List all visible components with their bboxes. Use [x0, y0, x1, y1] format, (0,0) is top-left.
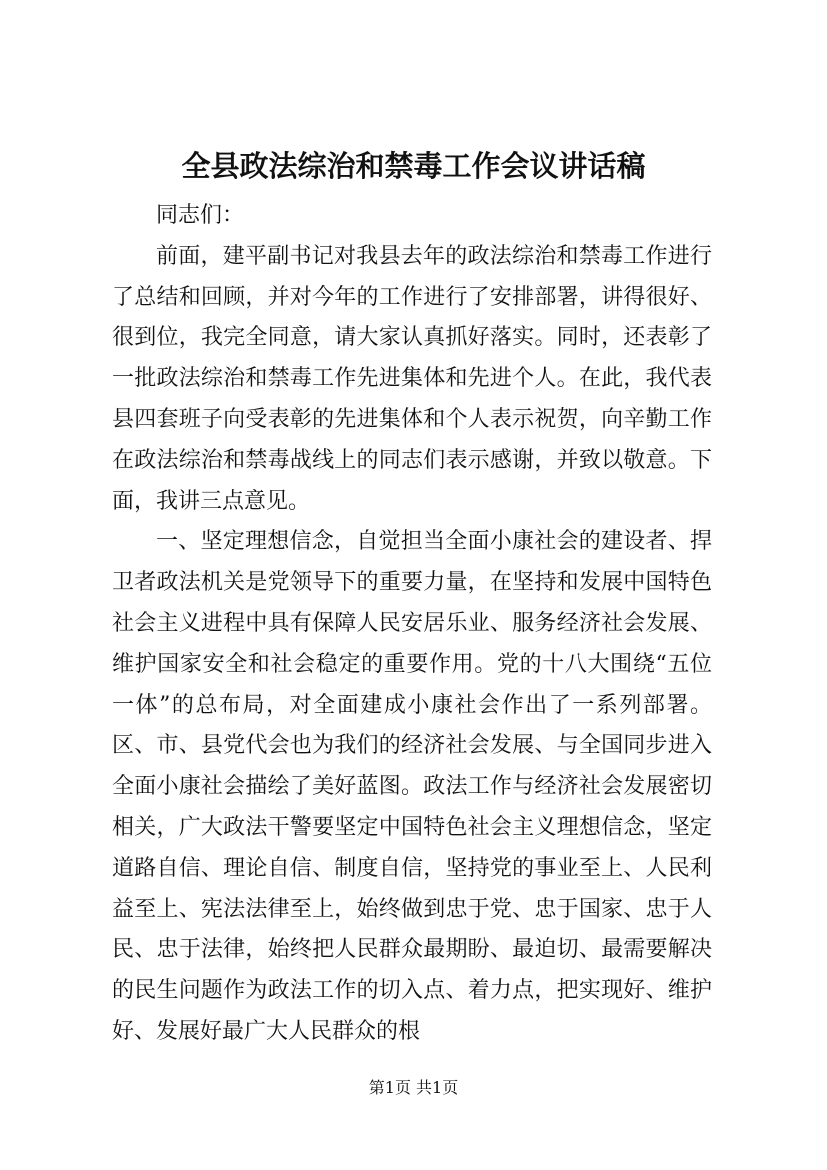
- document-title: 全县政法综治和禁毒工作会议讲话稿: [181, 149, 646, 183]
- document-body: [112, 196, 712, 1053]
- page-footer: 第1页 共1页: [368, 1078, 459, 1097]
- paragraph-1: 前面，建平副书记对我县去年的政法综治和禁毒工作进行了总结和回顾，并对今年的工作进行了安排部署，讲得很好、很到位，我完全同意，请大家认真抓好落实。同时，还表彰了一批政法综治和禁毒工作先进集体和先进个人。在此，我代表县四套班子向受表彰的先进集体和个人表示祝贺，向辛勤工作在政法综治和禁毒战线上的同志们表示感谢，并致以敬意。下面，我讲三点意见。: [112, 243, 712, 514]
- salutation: 同志们：: [156, 203, 245, 228]
- paragraph-2: 一、坚定理想信念，自觉担当全面小康社会的建设者、捍卫者政法机关是党领导下的重要力量，在坚持和发展中国特色社会主义进程中具有保障人民安居乐业、服务经济社会发展、维护国家安全和社会稳定的重要作用。党的十八大围绕“五位一体”的总布局，对全面建成小康社会作出了一系列部署。区、市、县党代会也为我们的经济社会发展、与全国同步进入全面小康社会描绘了美好蓝图。政法工作与经济社会发展密切相关，广大政法干警要坚定中国特色社会主义理想信念，坚定道路自信、理论自信、制度自信，坚持党的事业至上、人民利益至上、宪法法律至上，始终做到忠于党、忠于国家、忠于人民、忠于法律，始终把人民群众最期盼、最迫切、最需要解决的民生问题作为政法工作的切入点、着力点，把实现好、维护好、发展好最广大人民群众的根: [112, 529, 712, 1044]
